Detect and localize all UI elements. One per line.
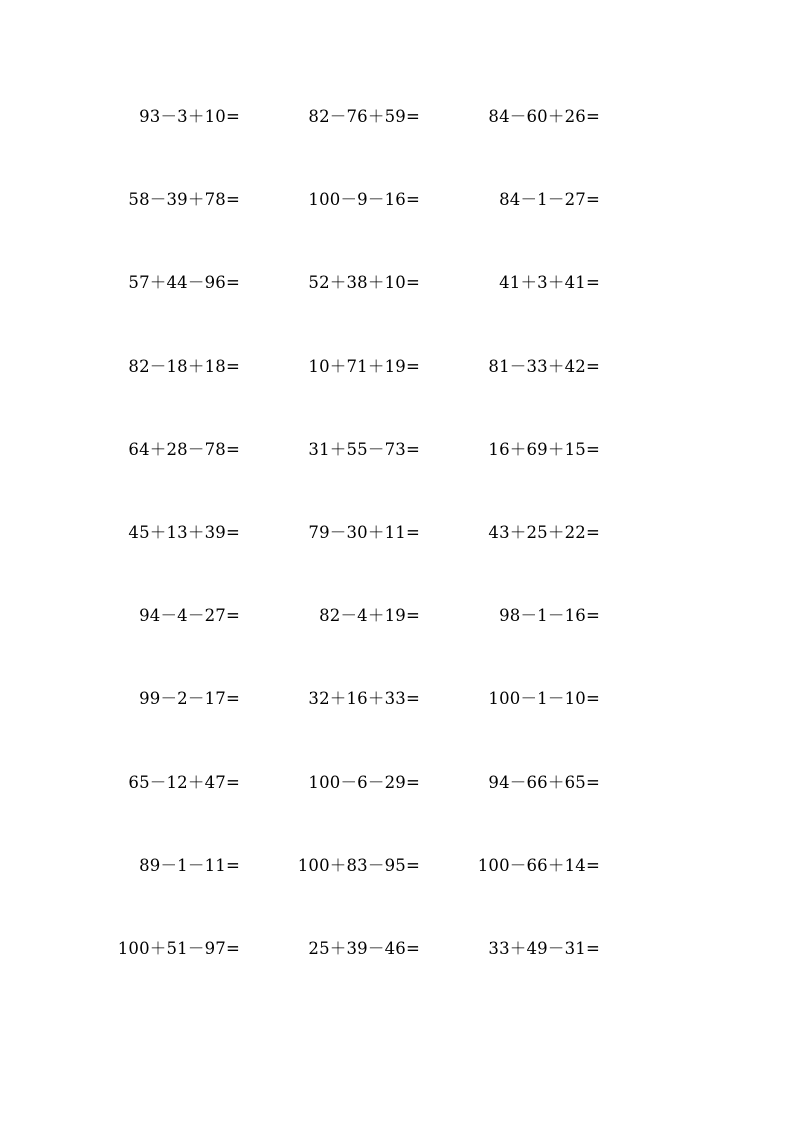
problem-r6-c3: 43＋25＋22= [488,522,600,542]
problem-r7-c2: 82－4＋19= [319,606,420,626]
problem-r6-c2: 79－30＋11= [308,522,420,542]
problem-grid [90,103,610,1018]
problem-r11-c2: 25＋39－46= [308,938,420,958]
problem-r8-c3: 100－1－10= [488,689,600,709]
problem-r10-c3: 100－66＋14= [477,855,600,875]
problem-r5-c2: 31＋55－73= [308,439,420,459]
problem-r4-c1: 82－18＋18= [128,356,240,376]
problem-r1-c3: 84－60＋26= [488,107,600,126]
problem-r9-c1: 65－12＋47= [128,772,240,792]
problem-r11-c3: 33＋49－31= [488,938,600,958]
problem-r3-c2: 52＋38＋10= [308,273,420,293]
problem-r2-c3: 84－1－27= [499,190,600,210]
problem-r7-c3: 98－1－16= [499,606,600,626]
problem-r5-c3: 16＋69＋15= [488,439,600,459]
problem-r11-c1: 100＋51－97= [117,938,240,958]
problem-r2-c2: 100－9－16= [308,190,420,210]
problem-r2-c1: 58－39＋78= [128,190,240,210]
problem-r3-c3: 41＋3＋41= [499,273,600,293]
problem-r9-c3: 94－66＋65= [488,772,600,792]
problem-r10-c1: 89－1－11= [139,855,240,875]
problem-r4-c2: 10＋71＋19= [308,356,420,376]
problem-r3-c1: 57＋44－96= [128,273,240,293]
problem-r1-c2: 82－76＋59= [308,107,420,126]
problem-r8-c2: 32＋16＋33= [308,689,420,709]
problem-r8-c1: 99－2－17= [139,689,240,709]
problem-r9-c2: 100－6－29= [308,772,420,792]
problem-r4-c3: 81－33＋42= [488,356,600,376]
problem-r7-c1: 94－4－27= [139,606,240,626]
problem-r10-c2: 100＋83－95= [297,855,420,875]
problem-r1-c1: 93－3＋10= [139,107,240,126]
problem-r5-c1: 64＋28－78= [128,439,240,459]
problem-r6-c1: 45＋13＋39= [128,522,240,542]
